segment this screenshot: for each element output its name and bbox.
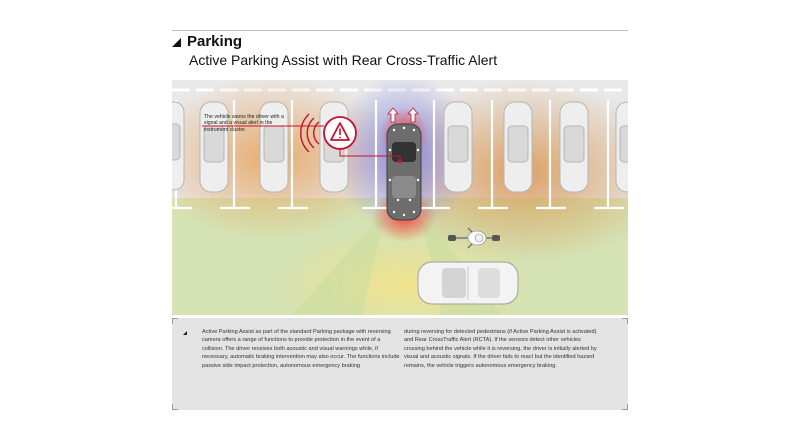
info-paragraph-left: Active Parking Assist as part of the standard Parking package with reversing camera offers a range of functions to provide protection in the event of a collision. The driver receives both acoustic and visual warnings while, if necessary, automatic braking intervention may also occur. The functions include passive side impact protection, autonomous emergency braking bbox=[202, 329, 400, 369]
parked-car bbox=[616, 102, 628, 192]
info-marker-icon bbox=[183, 331, 187, 335]
parked-car bbox=[504, 102, 532, 192]
frame-corner bbox=[622, 404, 628, 410]
frame-corner bbox=[172, 318, 178, 324]
info-box bbox=[172, 318, 628, 410]
reversing-car bbox=[387, 124, 421, 220]
section-title: Parking bbox=[187, 33, 243, 50]
parking-illustration bbox=[172, 80, 628, 315]
parked-car bbox=[172, 102, 184, 190]
page-subtitle: Active Parking Assist with Rear Cross-Traffic Alert bbox=[189, 52, 498, 68]
frame-corner bbox=[622, 318, 628, 324]
section-marker-icon bbox=[172, 38, 181, 47]
parked-car bbox=[444, 102, 472, 192]
crossing-car bbox=[418, 262, 518, 304]
section-heading bbox=[172, 33, 242, 50]
frame-corner bbox=[172, 404, 178, 410]
parked-car bbox=[560, 102, 588, 192]
alert-callout-text: The vehicle warns the driver with a signal and a visual alert in the instrument cluster. bbox=[204, 114, 284, 133]
header-rule bbox=[172, 30, 628, 31]
info-paragraph-right: during reversing for detected pedestrians (if Active Parking Assist is activated) and Rear CrossTraffic Alert (RCTA). If the sensors detect other vehicles crossing behind the vehicle while it is reversing, the driver is initially alerted by visual and acoustic signals. If the driver fails to react but the identified hazard remains, the vehicle triggers autonomous emergency braking. bbox=[404, 329, 597, 369]
